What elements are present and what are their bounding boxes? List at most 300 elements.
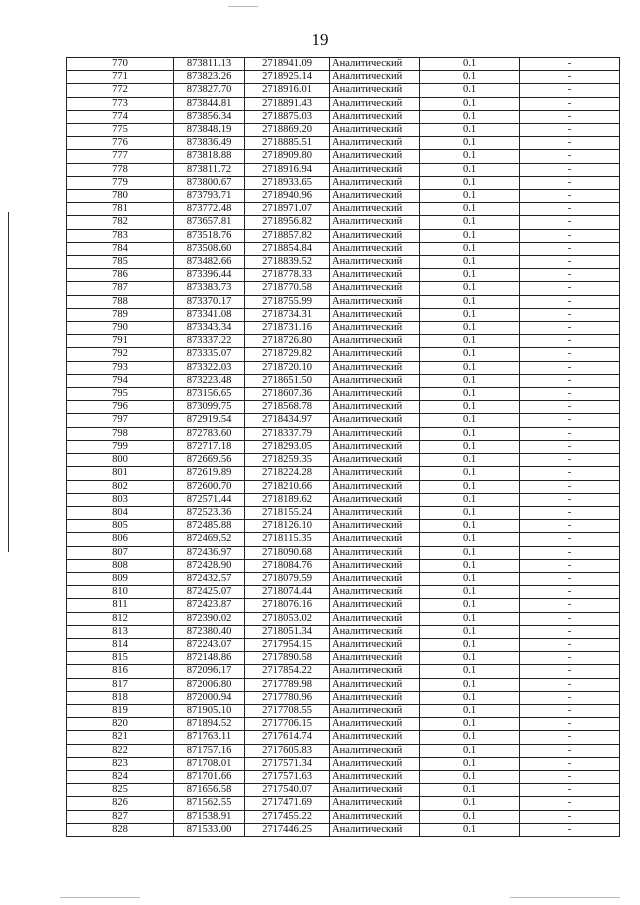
x-coordinate-cell: 872523.36 bbox=[174, 506, 245, 519]
accuracy-cell: 0.1 bbox=[420, 150, 520, 163]
note-cell: - bbox=[520, 757, 620, 770]
table-row bbox=[67, 480, 620, 493]
y-coordinate-cell: 2717708.55 bbox=[245, 704, 330, 717]
y-coordinate-cell: 2718051.34 bbox=[245, 625, 330, 638]
method-cell: Аналитический bbox=[330, 533, 420, 546]
y-coordinate-cell: 2718956.82 bbox=[245, 216, 330, 229]
accuracy-cell: 0.1 bbox=[420, 84, 520, 97]
table-row bbox=[67, 546, 620, 559]
method-cell: Аналитический bbox=[330, 190, 420, 203]
x-coordinate-cell: 873811.13 bbox=[174, 58, 245, 71]
point-number-cell: 778 bbox=[67, 163, 174, 176]
method-cell: Аналитический bbox=[330, 546, 420, 559]
point-number-cell: 822 bbox=[67, 744, 174, 757]
y-coordinate-cell: 2717455.22 bbox=[245, 810, 330, 823]
accuracy-cell: 0.1 bbox=[420, 533, 520, 546]
note-cell: - bbox=[520, 84, 620, 97]
accuracy-cell: 0.1 bbox=[420, 110, 520, 123]
table-row bbox=[67, 797, 620, 810]
x-coordinate-cell: 872919.54 bbox=[174, 414, 245, 427]
method-cell: Аналитический bbox=[330, 823, 420, 836]
point-number-cell: 784 bbox=[67, 242, 174, 255]
table-row bbox=[67, 269, 620, 282]
y-coordinate-cell: 2718770.58 bbox=[245, 282, 330, 295]
x-coordinate-cell: 873844.81 bbox=[174, 97, 245, 110]
note-cell: - bbox=[520, 625, 620, 638]
table-row bbox=[67, 612, 620, 625]
table-row bbox=[67, 559, 620, 572]
accuracy-cell: 0.1 bbox=[420, 454, 520, 467]
x-coordinate-cell: 872436.97 bbox=[174, 546, 245, 559]
note-cell: - bbox=[520, 586, 620, 599]
point-number-cell: 792 bbox=[67, 348, 174, 361]
accuracy-cell: 0.1 bbox=[420, 770, 520, 783]
note-cell: - bbox=[520, 335, 620, 348]
table-row bbox=[67, 652, 620, 665]
method-cell: Аналитический bbox=[330, 691, 420, 704]
note-cell: - bbox=[520, 216, 620, 229]
note-cell: - bbox=[520, 454, 620, 467]
y-coordinate-cell: 2718734.31 bbox=[245, 308, 330, 321]
table-row bbox=[67, 216, 620, 229]
y-coordinate-cell: 2718607.36 bbox=[245, 388, 330, 401]
point-number-cell: 826 bbox=[67, 797, 174, 810]
x-coordinate-cell: 871757.16 bbox=[174, 744, 245, 757]
point-number-cell: 796 bbox=[67, 401, 174, 414]
y-coordinate-cell: 2718084.76 bbox=[245, 559, 330, 572]
note-cell: - bbox=[520, 348, 620, 361]
x-coordinate-cell: 873370.17 bbox=[174, 295, 245, 308]
note-cell: - bbox=[520, 810, 620, 823]
method-cell: Аналитический bbox=[330, 71, 420, 84]
method-cell: Аналитический bbox=[330, 784, 420, 797]
method-cell: Аналитический bbox=[330, 308, 420, 321]
point-number-cell: 807 bbox=[67, 546, 174, 559]
point-number-cell: 791 bbox=[67, 335, 174, 348]
x-coordinate-cell: 873848.19 bbox=[174, 124, 245, 137]
table-row bbox=[67, 322, 620, 335]
note-cell: - bbox=[520, 374, 620, 387]
note-cell: - bbox=[520, 467, 620, 480]
note-cell: - bbox=[520, 744, 620, 757]
table-row bbox=[67, 704, 620, 717]
method-cell: Аналитический bbox=[330, 480, 420, 493]
accuracy-cell: 0.1 bbox=[420, 361, 520, 374]
point-number-cell: 776 bbox=[67, 137, 174, 150]
note-cell: - bbox=[520, 427, 620, 440]
method-cell: Аналитический bbox=[330, 454, 420, 467]
point-number-cell: 772 bbox=[67, 84, 174, 97]
scan-artifact-bottom-left bbox=[60, 897, 140, 898]
page-number: 19 bbox=[311, 30, 329, 49]
point-number-cell: 773 bbox=[67, 97, 174, 110]
y-coordinate-cell: 2717854.22 bbox=[245, 665, 330, 678]
note-cell: - bbox=[520, 110, 620, 123]
x-coordinate-cell: 873657.81 bbox=[174, 216, 245, 229]
method-cell: Аналитический bbox=[330, 520, 420, 533]
note-cell: - bbox=[520, 190, 620, 203]
table-row bbox=[67, 150, 620, 163]
note-cell: - bbox=[520, 506, 620, 519]
note-cell: - bbox=[520, 440, 620, 453]
y-coordinate-cell: 2718916.94 bbox=[245, 163, 330, 176]
y-coordinate-cell: 2717446.25 bbox=[245, 823, 330, 836]
method-cell: Аналитический bbox=[330, 625, 420, 638]
point-number-cell: 799 bbox=[67, 440, 174, 453]
note-cell: - bbox=[520, 665, 620, 678]
y-coordinate-cell: 2718189.62 bbox=[245, 493, 330, 506]
note-cell: - bbox=[520, 691, 620, 704]
x-coordinate-cell: 872423.87 bbox=[174, 599, 245, 612]
accuracy-cell: 0.1 bbox=[420, 520, 520, 533]
y-coordinate-cell: 2718729.82 bbox=[245, 348, 330, 361]
y-coordinate-cell: 2718869.20 bbox=[245, 124, 330, 137]
accuracy-cell: 0.1 bbox=[420, 731, 520, 744]
table-row bbox=[67, 440, 620, 453]
method-cell: Аналитический bbox=[330, 256, 420, 269]
table-row bbox=[67, 137, 620, 150]
y-coordinate-cell: 2718885.51 bbox=[245, 137, 330, 150]
y-coordinate-cell: 2718568.78 bbox=[245, 401, 330, 414]
note-cell: - bbox=[520, 361, 620, 374]
x-coordinate-cell: 872243.07 bbox=[174, 638, 245, 651]
note-cell: - bbox=[520, 704, 620, 717]
y-coordinate-cell: 2718079.59 bbox=[245, 572, 330, 585]
point-number-cell: 800 bbox=[67, 454, 174, 467]
x-coordinate-cell: 873508.60 bbox=[174, 242, 245, 255]
point-number-cell: 790 bbox=[67, 322, 174, 335]
note-cell: - bbox=[520, 572, 620, 585]
y-coordinate-cell: 2718115.35 bbox=[245, 533, 330, 546]
point-number-cell: 823 bbox=[67, 757, 174, 770]
method-cell: Аналитический bbox=[330, 374, 420, 387]
method-cell: Аналитический bbox=[330, 242, 420, 255]
y-coordinate-cell: 2718940.96 bbox=[245, 190, 330, 203]
point-number-cell: 779 bbox=[67, 176, 174, 189]
note-cell: - bbox=[520, 401, 620, 414]
y-coordinate-cell: 2718224.28 bbox=[245, 467, 330, 480]
accuracy-cell: 0.1 bbox=[420, 190, 520, 203]
y-coordinate-cell: 2717540.07 bbox=[245, 784, 330, 797]
x-coordinate-cell: 873335.07 bbox=[174, 348, 245, 361]
point-number-cell: 820 bbox=[67, 718, 174, 731]
accuracy-cell: 0.1 bbox=[420, 124, 520, 137]
x-coordinate-cell: 873811.72 bbox=[174, 163, 245, 176]
note-cell: - bbox=[520, 282, 620, 295]
x-coordinate-cell: 871656.58 bbox=[174, 784, 245, 797]
accuracy-cell: 0.1 bbox=[420, 216, 520, 229]
method-cell: Аналитический bbox=[330, 559, 420, 572]
method-cell: Аналитический bbox=[330, 704, 420, 717]
table-row bbox=[67, 427, 620, 440]
note-cell: - bbox=[520, 493, 620, 506]
y-coordinate-cell: 2718155.24 bbox=[245, 506, 330, 519]
accuracy-cell: 0.1 bbox=[420, 401, 520, 414]
point-number-cell: 788 bbox=[67, 295, 174, 308]
note-cell: - bbox=[520, 533, 620, 546]
accuracy-cell: 0.1 bbox=[420, 137, 520, 150]
y-coordinate-cell: 2718293.05 bbox=[245, 440, 330, 453]
x-coordinate-cell: 872096.17 bbox=[174, 665, 245, 678]
point-number-cell: 814 bbox=[67, 638, 174, 651]
table-row bbox=[67, 638, 620, 651]
method-cell: Аналитический bbox=[330, 440, 420, 453]
table-row bbox=[67, 282, 620, 295]
note-cell: - bbox=[520, 718, 620, 731]
method-cell: Аналитический bbox=[330, 97, 420, 110]
accuracy-cell: 0.1 bbox=[420, 374, 520, 387]
y-coordinate-cell: 2718053.02 bbox=[245, 612, 330, 625]
y-coordinate-cell: 2718941.09 bbox=[245, 58, 330, 71]
table-row bbox=[67, 533, 620, 546]
method-cell: Аналитический bbox=[330, 163, 420, 176]
y-coordinate-cell: 2717571.63 bbox=[245, 770, 330, 783]
point-number-cell: 802 bbox=[67, 480, 174, 493]
point-number-cell: 828 bbox=[67, 823, 174, 836]
accuracy-cell: 0.1 bbox=[420, 242, 520, 255]
method-cell: Аналитический bbox=[330, 757, 420, 770]
method-cell: Аналитический bbox=[330, 599, 420, 612]
x-coordinate-cell: 873827.70 bbox=[174, 84, 245, 97]
method-cell: Аналитический bbox=[330, 638, 420, 651]
y-coordinate-cell: 2718857.82 bbox=[245, 229, 330, 242]
point-number-cell: 825 bbox=[67, 784, 174, 797]
table-row bbox=[67, 348, 620, 361]
method-cell: Аналитический bbox=[330, 322, 420, 335]
table-row bbox=[67, 506, 620, 519]
method-cell: Аналитический bbox=[330, 427, 420, 440]
table-row bbox=[67, 810, 620, 823]
table-row bbox=[67, 308, 620, 321]
table-row bbox=[67, 256, 620, 269]
x-coordinate-cell: 872669.56 bbox=[174, 454, 245, 467]
point-number-cell: 810 bbox=[67, 586, 174, 599]
coordinates-table bbox=[66, 57, 620, 837]
y-coordinate-cell: 2718434.97 bbox=[245, 414, 330, 427]
y-coordinate-cell: 2717789.98 bbox=[245, 678, 330, 691]
method-cell: Аналитический bbox=[330, 493, 420, 506]
table-row bbox=[67, 71, 620, 84]
x-coordinate-cell: 873341.08 bbox=[174, 308, 245, 321]
accuracy-cell: 0.1 bbox=[420, 784, 520, 797]
x-coordinate-cell: 873856.34 bbox=[174, 110, 245, 123]
table-row bbox=[67, 295, 620, 308]
scan-artifact-top bbox=[228, 6, 258, 7]
accuracy-cell: 0.1 bbox=[420, 704, 520, 717]
scan-artifact-bottom-right bbox=[510, 897, 620, 898]
accuracy-cell: 0.1 bbox=[420, 176, 520, 189]
y-coordinate-cell: 2718259.35 bbox=[245, 454, 330, 467]
note-cell: - bbox=[520, 269, 620, 282]
x-coordinate-cell: 873772.48 bbox=[174, 203, 245, 216]
x-coordinate-cell: 872425.07 bbox=[174, 586, 245, 599]
accuracy-cell: 0.1 bbox=[420, 678, 520, 691]
note-cell: - bbox=[520, 176, 620, 189]
x-coordinate-cell: 872390.02 bbox=[174, 612, 245, 625]
table-row bbox=[67, 388, 620, 401]
table-row bbox=[67, 757, 620, 770]
y-coordinate-cell: 2718651.50 bbox=[245, 374, 330, 387]
x-coordinate-cell: 872469.52 bbox=[174, 533, 245, 546]
table-row bbox=[67, 493, 620, 506]
x-coordinate-cell: 873800.67 bbox=[174, 176, 245, 189]
table-row bbox=[67, 665, 620, 678]
point-number-cell: 782 bbox=[67, 216, 174, 229]
y-coordinate-cell: 2718337.79 bbox=[245, 427, 330, 440]
x-coordinate-cell: 873383.73 bbox=[174, 282, 245, 295]
accuracy-cell: 0.1 bbox=[420, 493, 520, 506]
note-cell: - bbox=[520, 242, 620, 255]
method-cell: Аналитический bbox=[330, 652, 420, 665]
method-cell: Аналитический bbox=[330, 612, 420, 625]
method-cell: Аналитический bbox=[330, 467, 420, 480]
accuracy-cell: 0.1 bbox=[420, 203, 520, 216]
accuracy-cell: 0.1 bbox=[420, 718, 520, 731]
x-coordinate-cell: 872380.40 bbox=[174, 625, 245, 638]
accuracy-cell: 0.1 bbox=[420, 480, 520, 493]
note-cell: - bbox=[520, 58, 620, 71]
point-number-cell: 808 bbox=[67, 559, 174, 572]
point-number-cell: 821 bbox=[67, 731, 174, 744]
x-coordinate-cell: 871894.52 bbox=[174, 718, 245, 731]
method-cell: Аналитический bbox=[330, 388, 420, 401]
accuracy-cell: 0.1 bbox=[420, 322, 520, 335]
table-row bbox=[67, 58, 620, 71]
point-number-cell: 819 bbox=[67, 704, 174, 717]
point-number-cell: 812 bbox=[67, 612, 174, 625]
y-coordinate-cell: 2718916.01 bbox=[245, 84, 330, 97]
note-cell: - bbox=[520, 388, 620, 401]
method-cell: Аналитический bbox=[330, 586, 420, 599]
note-cell: - bbox=[520, 784, 620, 797]
accuracy-cell: 0.1 bbox=[420, 58, 520, 71]
table-row bbox=[67, 361, 620, 374]
method-cell: Аналитический bbox=[330, 150, 420, 163]
x-coordinate-cell: 872783.60 bbox=[174, 427, 245, 440]
method-cell: Аналитический bbox=[330, 731, 420, 744]
y-coordinate-cell: 2718875.03 bbox=[245, 110, 330, 123]
accuracy-cell: 0.1 bbox=[420, 335, 520, 348]
accuracy-cell: 0.1 bbox=[420, 757, 520, 770]
note-cell: - bbox=[520, 414, 620, 427]
method-cell: Аналитический bbox=[330, 810, 420, 823]
accuracy-cell: 0.1 bbox=[420, 546, 520, 559]
table-row bbox=[67, 203, 620, 216]
note-cell: - bbox=[520, 124, 620, 137]
method-cell: Аналитический bbox=[330, 797, 420, 810]
y-coordinate-cell: 2717614.74 bbox=[245, 731, 330, 744]
point-number-cell: 809 bbox=[67, 572, 174, 585]
accuracy-cell: 0.1 bbox=[420, 414, 520, 427]
binding-mark bbox=[8, 212, 9, 552]
note-cell: - bbox=[520, 731, 620, 744]
accuracy-cell: 0.1 bbox=[420, 638, 520, 651]
x-coordinate-cell: 873099.75 bbox=[174, 401, 245, 414]
x-coordinate-cell: 872571.44 bbox=[174, 493, 245, 506]
note-cell: - bbox=[520, 137, 620, 150]
method-cell: Аналитический bbox=[330, 282, 420, 295]
note-cell: - bbox=[520, 823, 620, 836]
x-coordinate-cell: 871538.91 bbox=[174, 810, 245, 823]
accuracy-cell: 0.1 bbox=[420, 652, 520, 665]
x-coordinate-cell: 873836.49 bbox=[174, 137, 245, 150]
table-row bbox=[67, 97, 620, 110]
x-coordinate-cell: 872006.80 bbox=[174, 678, 245, 691]
point-number-cell: 771 bbox=[67, 71, 174, 84]
accuracy-cell: 0.1 bbox=[420, 810, 520, 823]
point-number-cell: 777 bbox=[67, 150, 174, 163]
accuracy-cell: 0.1 bbox=[420, 599, 520, 612]
accuracy-cell: 0.1 bbox=[420, 797, 520, 810]
table-row bbox=[67, 401, 620, 414]
x-coordinate-cell: 872148.86 bbox=[174, 652, 245, 665]
accuracy-cell: 0.1 bbox=[420, 612, 520, 625]
accuracy-cell: 0.1 bbox=[420, 97, 520, 110]
method-cell: Аналитический bbox=[330, 744, 420, 757]
accuracy-cell: 0.1 bbox=[420, 559, 520, 572]
table-row bbox=[67, 744, 620, 757]
point-number-cell: 798 bbox=[67, 427, 174, 440]
x-coordinate-cell: 872600.70 bbox=[174, 480, 245, 493]
accuracy-cell: 0.1 bbox=[420, 586, 520, 599]
y-coordinate-cell: 2718726.80 bbox=[245, 335, 330, 348]
method-cell: Аналитический bbox=[330, 58, 420, 71]
table-row bbox=[67, 176, 620, 189]
method-cell: Аналитический bbox=[330, 335, 420, 348]
coordinates-table-body bbox=[67, 58, 620, 837]
note-cell: - bbox=[520, 256, 620, 269]
table-row bbox=[67, 84, 620, 97]
method-cell: Аналитический bbox=[330, 401, 420, 414]
note-cell: - bbox=[520, 599, 620, 612]
x-coordinate-cell: 873518.76 bbox=[174, 229, 245, 242]
table-row bbox=[67, 229, 620, 242]
x-coordinate-cell: 872717.18 bbox=[174, 440, 245, 453]
table-row bbox=[67, 163, 620, 176]
accuracy-cell: 0.1 bbox=[420, 744, 520, 757]
note-cell: - bbox=[520, 480, 620, 493]
point-number-cell: 806 bbox=[67, 533, 174, 546]
x-coordinate-cell: 871533.00 bbox=[174, 823, 245, 836]
method-cell: Аналитический bbox=[330, 203, 420, 216]
point-number-cell: 793 bbox=[67, 361, 174, 374]
accuracy-cell: 0.1 bbox=[420, 691, 520, 704]
table-row bbox=[67, 110, 620, 123]
note-cell: - bbox=[520, 295, 620, 308]
note-cell: - bbox=[520, 322, 620, 335]
point-number-cell: 813 bbox=[67, 625, 174, 638]
note-cell: - bbox=[520, 678, 620, 691]
table-row bbox=[67, 414, 620, 427]
method-cell: Аналитический bbox=[330, 506, 420, 519]
point-number-cell: 811 bbox=[67, 599, 174, 612]
x-coordinate-cell: 872428.90 bbox=[174, 559, 245, 572]
y-coordinate-cell: 2718090.68 bbox=[245, 546, 330, 559]
note-cell: - bbox=[520, 770, 620, 783]
note-cell: - bbox=[520, 71, 620, 84]
note-cell: - bbox=[520, 203, 620, 216]
point-number-cell: 780 bbox=[67, 190, 174, 203]
y-coordinate-cell: 2718720.10 bbox=[245, 361, 330, 374]
y-coordinate-cell: 2718076.16 bbox=[245, 599, 330, 612]
x-coordinate-cell: 871701.66 bbox=[174, 770, 245, 783]
method-cell: Аналитический bbox=[330, 176, 420, 189]
y-coordinate-cell: 2718210.66 bbox=[245, 480, 330, 493]
table-row bbox=[67, 718, 620, 731]
table-row bbox=[67, 625, 620, 638]
method-cell: Аналитический bbox=[330, 229, 420, 242]
accuracy-cell: 0.1 bbox=[420, 467, 520, 480]
